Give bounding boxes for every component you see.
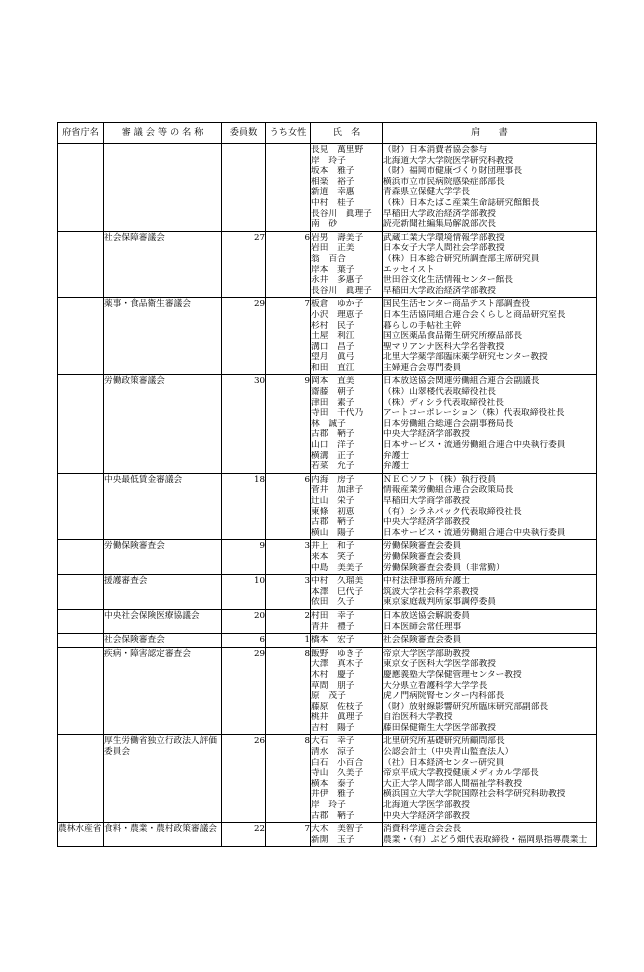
member-name: 林 誠子: [311, 418, 346, 429]
council-name-cell-text: 食料・農業・農村政策審議会: [104, 824, 217, 835]
member-title: ＮＥＣソフト（株）執行役員: [383, 474, 496, 485]
women-count-cell-text: 6: [304, 232, 310, 243]
header-row: [58, 123, 597, 144]
member-titles-cell: [383, 231, 597, 298]
member-count-cell: [222, 647, 266, 735]
member-titles-cell: [383, 647, 597, 735]
member-title: 弁護士: [383, 450, 410, 461]
women-count-cell: [266, 823, 311, 847]
women-count-cell-text: [266, 145, 310, 156]
member-title: 日本サービス・流通労働組合連合中央執行委員: [383, 440, 566, 451]
women-count-cell: [266, 540, 311, 575]
member-name: 長見 萬里野: [311, 145, 364, 155]
council-name-cell: [104, 375, 222, 473]
member-title: 消費科学連合会会長: [383, 824, 462, 835]
member-count-cell-text: [222, 145, 265, 156]
member-title: 世田谷文化生活情報センター館長: [383, 275, 513, 286]
member-title: （財）福岡市健康づくり財団理事長: [383, 166, 522, 177]
council-name-cell: [104, 823, 222, 847]
member-name: 木村 慶子: [311, 669, 355, 680]
member-titles-cell: [383, 823, 597, 847]
council-name-cell-text: 社会保険審査会: [104, 635, 165, 646]
table-row: [58, 298, 597, 375]
member-name: 岸 玲子: [311, 800, 346, 811]
women-count-cell-text: 8: [304, 648, 310, 659]
member-title: （株）山翠楼代表取締役社長: [383, 387, 496, 398]
member-title: 北里研究所基礎研究所顧問部長: [383, 736, 505, 747]
member-title: 国民生活センター商品テスト部調査役: [383, 299, 530, 310]
table-row: [58, 735, 597, 823]
member-title: 帝京平成大学教授健康メディカル学部長: [383, 768, 539, 779]
member-title: 北海道大学医学部教授: [383, 800, 470, 811]
member-name: 山口 洋子: [311, 440, 355, 451]
member-name: 横本 泰子: [311, 778, 355, 789]
member-count-cell: [222, 609, 266, 633]
member-title: 社会保険審査会委員: [383, 635, 462, 646]
council-name-cell: [104, 298, 222, 375]
women-count-cell-text: 9: [304, 376, 310, 387]
ministry-cell: [58, 609, 104, 633]
council-name-cell-text: 厚生労働省独立行政法人評価委員会: [104, 736, 217, 758]
member-count-cell: [222, 144, 266, 232]
member-count-cell: [222, 540, 266, 575]
council-name-cell-text: 中央社会保険医療協議会: [104, 610, 200, 621]
women-count-cell: [266, 375, 311, 473]
women-count-cell-text: 2: [304, 610, 310, 621]
member-name: 岡本 直美: [311, 376, 355, 387]
member-count-cell: [222, 575, 266, 610]
member-name: 依田 久子: [311, 597, 355, 608]
member-count-cell: [222, 823, 266, 847]
women-count-cell-text: 3: [304, 576, 310, 587]
member-name: 永井 多惠子: [311, 275, 364, 286]
table-body: [58, 144, 597, 847]
member-titles-cell: [383, 375, 597, 473]
council-name-cell-text: 薬事・食品衛生審議会: [104, 299, 191, 310]
council-name-cell: [104, 144, 222, 232]
member-title: 聖マリアンナ医科大学名誉教授: [383, 341, 505, 352]
member-count-cell-text: 20: [253, 610, 265, 621]
member-name: 岩男 壽美子: [311, 232, 364, 243]
member-count-cell-text: 6: [259, 635, 265, 646]
member-title: 藤田保健衛生大学医学部教授: [383, 722, 496, 733]
member-title: エッセイスト: [383, 264, 435, 275]
member-name: 長谷川 眞理子: [311, 208, 372, 219]
member-title: （財）放射線影響研究所臨床研究部副部長: [383, 701, 549, 712]
member-title: 帝京大学医学部助教授: [383, 648, 470, 659]
council-name-cell: [104, 735, 222, 823]
member-name: 古郡 鞆子: [311, 517, 355, 528]
member-title: 筑波大学社会科学系教授: [383, 586, 479, 597]
table-row: [58, 575, 597, 610]
member-name: 相楽 裕子: [311, 176, 355, 187]
council-name-cell: [104, 634, 222, 648]
member-names-cell: [311, 823, 383, 847]
member-name: 藤原 佐枝子: [311, 701, 364, 712]
member-name: 中村 久瑠美: [311, 576, 364, 587]
member-title: 日本サービス・流通労働組合連合中央執行委員: [383, 527, 566, 538]
ministry-cell: [58, 144, 104, 232]
member-count-cell-text: 29: [253, 299, 265, 310]
member-name: 小沢 理恵子: [311, 309, 364, 320]
member-names-cell: [311, 540, 383, 575]
member-title: 中央大学経済学部教授: [383, 517, 470, 528]
women-count-cell-text: 1: [304, 635, 310, 646]
member-title: 日本放送協会解説委員: [383, 610, 470, 621]
member-name: 井伊 雅子: [311, 789, 355, 800]
member-title: 北海道大学大学院医学研究科教授: [383, 155, 514, 166]
council-name-cell: [104, 575, 222, 610]
member-title: 国立医薬品食品衛生研究所療品部長: [383, 331, 522, 342]
member-titles-cell: [383, 634, 597, 648]
member-name: 東條 初恵: [311, 506, 355, 517]
member-count-cell: [222, 231, 266, 298]
member-title: 中央大学経済学部教授: [383, 429, 470, 440]
council-name-cell: [104, 647, 222, 735]
member-name: 古郡 鞆子: [311, 429, 355, 440]
member-title: 中央大学経済学部教授: [383, 810, 470, 821]
member-names-cell: [311, 473, 383, 540]
member-name: 原 茂子: [311, 691, 346, 702]
member-title: 日本医師会常任理事: [383, 621, 462, 632]
member-name: 望月 眞弓: [311, 352, 355, 363]
member-title: 大正大学人間学部人間福祉学科教授: [383, 778, 522, 789]
member-title: 主婦連合会専門委員: [383, 362, 462, 373]
member-name: 寺田 千代乃: [311, 408, 364, 419]
table-row: [58, 647, 597, 735]
table-row: [58, 231, 597, 298]
member-names-cell: [311, 634, 383, 648]
member-names-cell: [311, 647, 383, 735]
member-name: 古郡 鞆子: [311, 810, 355, 821]
member-titles-cell: [383, 735, 597, 823]
council-name-cell-text: 労働政策審議会: [104, 376, 165, 387]
women-count-cell: [266, 735, 311, 823]
member-title: 自治医科大学教授: [383, 712, 453, 723]
ministry-cell: [58, 823, 104, 847]
member-name: 岸本 葉子: [311, 264, 355, 275]
women-count-cell: [266, 144, 311, 232]
women-count-cell: [266, 575, 311, 610]
member-name: 土屋 利江: [311, 331, 355, 342]
ministry-cell: [58, 647, 104, 735]
member-name: 新道 幸惠: [311, 187, 355, 198]
member-title: （株）ディシラ代表取締役社長: [383, 397, 504, 408]
women-count-cell: [266, 298, 311, 375]
council-name-cell-text: 社会保障審議会: [104, 232, 165, 243]
member-title: 読売新聞社編集局解説部次長: [383, 219, 496, 230]
ministry-cell: [58, 540, 104, 575]
council-name-cell-text: 中央最低賃金審議会: [104, 474, 183, 485]
member-title: 早稲田大学政治経済学部教授: [383, 285, 496, 296]
member-name: 本澤 巳代子: [311, 586, 364, 597]
women-count-cell-text: 3: [304, 541, 310, 552]
member-count-cell-text: 27: [253, 232, 265, 243]
member-title: 労働保険審査会委員: [383, 551, 462, 562]
member-name: 大澤 真木子: [311, 659, 364, 670]
member-title: 労働保険審査会委員（非常勤）: [383, 562, 505, 573]
member-name: 内海 房子: [311, 474, 355, 485]
member-name: 板倉 ゆか子: [311, 299, 364, 310]
member-count-cell-text: 10: [253, 576, 265, 587]
member-name: 飯野 ゆき子: [311, 648, 364, 659]
council-name-cell-text: 疾病・障害認定審査会: [104, 648, 191, 659]
women-count-cell-text: 7: [304, 299, 310, 310]
member-title: 日本生活協同組合連合会くらしと商品研究室長: [383, 309, 566, 320]
table-row: [58, 375, 597, 473]
member-title: 日本労働組合総連合会副事務局長: [383, 418, 514, 429]
women-count-cell: [266, 634, 311, 648]
council-name-cell: [104, 473, 222, 540]
member-name: 清水 涼子: [311, 747, 355, 758]
member-title: （財）日本消費者協会参与: [383, 145, 488, 155]
member-names-cell: [311, 375, 383, 473]
women-count-cell-text: 7: [304, 824, 310, 835]
council-name-cell-text: 援護審査会: [104, 576, 148, 587]
header-council: 審 議 会 等 の 名 称: [104, 123, 222, 144]
ministry-cell: [58, 298, 104, 375]
member-name: 南 砂: [311, 219, 338, 230]
member-name: 草間 朋子: [311, 680, 355, 691]
member-name: 翁 百合: [311, 253, 346, 264]
member-name: 坂本 雅子: [311, 166, 355, 177]
member-name: 辻山 栄子: [311, 496, 355, 506]
ministry-cell: [58, 575, 104, 610]
women-count-cell: [266, 609, 311, 633]
member-count-cell-text: 26: [253, 736, 265, 747]
member-name: 菅井 加津子: [311, 485, 364, 496]
member-count-cell-text: 9: [259, 541, 265, 552]
member-name: 青井 禮子: [311, 621, 355, 632]
ministry-cell: [58, 634, 104, 648]
member-count-cell: [222, 375, 266, 473]
member-name: 寺山 久美子: [311, 768, 364, 779]
member-title: 東京家庭裁判所家事調停委員: [383, 597, 496, 608]
member-name: 桃井 眞理子: [311, 712, 364, 723]
header-title: 肩 書: [383, 123, 597, 144]
women-count-cell: [266, 473, 311, 540]
member-names-cell: [311, 231, 383, 298]
member-count-cell: [222, 473, 266, 540]
member-title: 横浜市立市民病院感染症部部長: [383, 176, 505, 187]
ministry-cell: [58, 375, 104, 473]
ministry-cell: [58, 231, 104, 298]
member-title: 大分県立看護科学大学学長: [383, 680, 488, 691]
member-titles-cell: [383, 575, 597, 610]
member-count-cell-text: 18: [253, 474, 265, 485]
women-count-cell-text: 6: [304, 474, 310, 485]
member-name: 橋本 宏子: [311, 635, 355, 646]
ministry-cell: [58, 473, 104, 540]
member-titles-cell: [383, 540, 597, 575]
member-titles-cell: [383, 473, 597, 540]
member-name: 新開 玉子: [311, 834, 355, 845]
member-titles-cell: [383, 298, 597, 375]
member-title: 東京女子医科大学医学部教授: [383, 659, 496, 670]
member-names-cell: [311, 144, 383, 232]
member-title: （有）シラネパック代表取締役社長: [383, 506, 522, 517]
member-name: 岩田 正美: [311, 243, 355, 254]
council-name-cell: [104, 231, 222, 298]
women-count-cell-text: 8: [304, 736, 310, 747]
member-title: 武蔵工業大学環境情報学部教授: [383, 232, 505, 243]
member-title: 慶應義塾大学保健管理センター教授: [383, 669, 522, 680]
member-title: 公認会計士（中央青山監査法人）: [383, 747, 514, 758]
member-names-cell: [311, 575, 383, 610]
member-name: 井上 和子: [311, 541, 355, 552]
member-name: 若菜 允子: [311, 461, 355, 472]
member-title: 横浜国立大学大学院国際社会科学研究科助教授: [383, 789, 566, 800]
member-title: 暮らしの手帖社主幹: [383, 320, 462, 331]
member-name: 中島 美美子: [311, 562, 364, 573]
member-titles-cell: [383, 609, 597, 633]
table-row: [58, 609, 597, 633]
ministry-cell: [58, 735, 104, 823]
member-names-cell: [311, 298, 383, 375]
member-names-cell: [311, 735, 383, 823]
member-count-cell: [222, 735, 266, 823]
member-name: 中村 桂子: [311, 197, 355, 208]
member-title: 日本放送協会関連労働組合連合会副議長: [383, 376, 540, 387]
member-title: 労働保険審査会委員: [383, 541, 462, 552]
member-name: 津田 素子: [311, 397, 355, 408]
header-members: 委員数: [222, 123, 266, 144]
member-title: 農業・（有）ぶどう畑代表取締役・福岡県指導農業士: [383, 834, 588, 845]
table-row: [58, 540, 597, 575]
member-title: 早稲田大学商学部教授: [383, 496, 470, 506]
member-name: 大石 幸子: [311, 736, 355, 747]
women-count-cell: [266, 231, 311, 298]
table-row: [58, 144, 597, 232]
council-name-cell: [104, 540, 222, 575]
member-count-cell-text: 22: [253, 824, 265, 835]
council-name-cell-text: 労働保険審査会: [104, 541, 165, 552]
member-count-cell-text: 29: [253, 648, 265, 659]
member-name: 横山 陽子: [311, 527, 355, 538]
member-name: 齋藤 朝子: [311, 387, 355, 398]
member-name: 村田 幸子: [311, 610, 355, 621]
member-name: 白石 小百合: [311, 757, 364, 768]
member-title: 北里大学薬学部臨床薬学研究センター教授: [383, 352, 548, 363]
member-title: 青森県立保健大学学長: [383, 187, 470, 198]
member-name: 吉村 陽子: [311, 722, 355, 733]
member-title: 虎ノ門病院腎センター内科部長: [383, 691, 505, 702]
member-title: 中村法律事務所弁護士: [383, 576, 470, 587]
council-members-table: [57, 122, 597, 847]
council-name-cell: [104, 609, 222, 633]
table-row: [58, 473, 597, 540]
member-count-cell-text: 30: [253, 376, 265, 387]
member-count-cell: [222, 634, 266, 648]
member-title: （株）日本総合研究所調査部主席研究員: [383, 253, 540, 264]
header-ministry: 府省庁名: [58, 123, 104, 144]
member-title: アートコーポレーション（株）代表取締役社長: [383, 408, 565, 419]
women-count-cell: [266, 647, 311, 735]
member-count-cell: [222, 298, 266, 375]
member-names-cell: [311, 609, 383, 633]
member-name: 大木 美智子: [311, 824, 364, 835]
member-name: 和田 直江: [311, 362, 355, 373]
member-title: 情報産業労働組合連合会政策局長: [383, 485, 514, 496]
member-title: （社）日本経済センター研究員: [383, 757, 505, 768]
member-title: 日本女子大学人間社会学部教授: [383, 243, 505, 254]
member-name: 横溝 正子: [311, 450, 355, 461]
member-name: 岸 玲子: [311, 155, 346, 166]
member-title: 弁護士: [383, 461, 410, 472]
member-name: 長谷川 眞理子: [311, 285, 372, 296]
table-row: [58, 634, 597, 648]
member-name: 杉村 民子: [311, 320, 355, 331]
header-women: うち女性: [266, 123, 311, 144]
member-title: 早稲田大学政治経済学部教授: [383, 208, 496, 219]
member-name: 来本 笑子: [311, 551, 355, 562]
ministry-cell-text: 農林水産省: [58, 824, 102, 835]
table-row: [58, 823, 597, 847]
header-name: 氏 名: [311, 123, 383, 144]
member-title: （株）日本たばこ産業生命誌研究館館長: [383, 197, 540, 208]
member-name: 溝口 昌子: [311, 341, 355, 352]
member-titles-cell: [383, 144, 597, 232]
